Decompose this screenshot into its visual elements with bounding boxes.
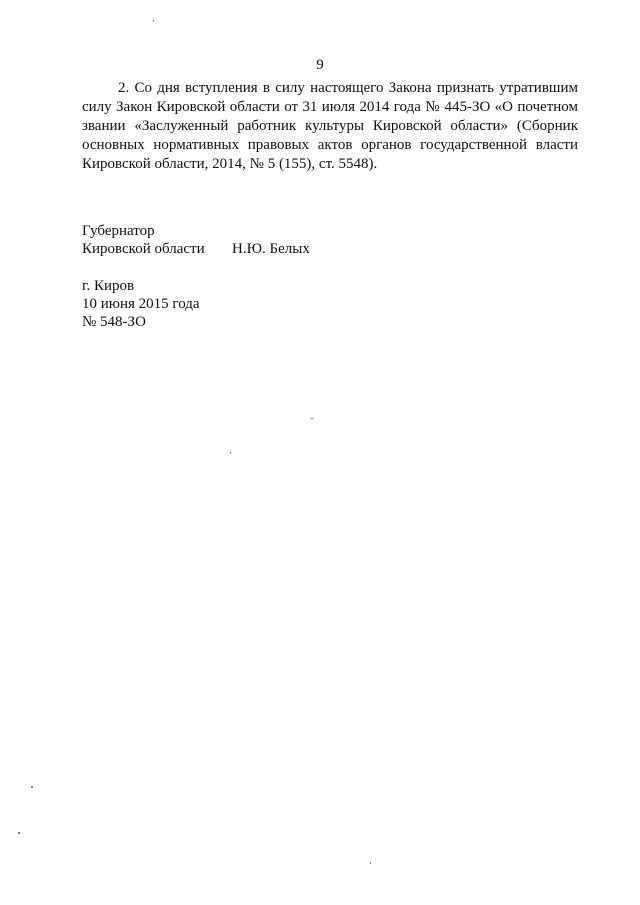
signatory-title-line-2: Кировской области xyxy=(82,241,205,257)
signatory-row xyxy=(82,240,310,258)
scan-speck xyxy=(370,862,371,864)
paragraph-line: Кировской области, 2014, № 5 (155), ст. 5548). xyxy=(82,156,378,172)
scan-speck xyxy=(153,20,154,22)
city: г. Киров xyxy=(82,278,135,294)
law-number: № 548-ЗО xyxy=(82,314,146,330)
scan-speck xyxy=(311,418,313,419)
scan-speck xyxy=(230,452,231,454)
scan-speck xyxy=(31,786,33,788)
signature-block xyxy=(82,222,310,258)
law-date: 10 июня 2015 года xyxy=(82,296,200,312)
paragraph-2 xyxy=(82,79,578,174)
paragraph-line: звании «Заслуженный работник культуры Кировской области» (Сборник xyxy=(82,118,578,134)
scan-speck xyxy=(18,832,20,834)
paragraph-line: основных нормативных правовых актов органов государственной власти xyxy=(82,137,578,153)
signatory-title-line-1: Губернатор xyxy=(82,223,155,239)
signatory-name: Н.Ю. Белых xyxy=(232,241,310,257)
paragraph-line: силу Закон Кировской области от 31 июля 2014 года № 445-ЗО «О почетном xyxy=(82,99,578,115)
place-date-number-block xyxy=(82,277,200,331)
page-number: 9 xyxy=(316,57,324,73)
paragraph-line: 2. Со дня вступления в силу настоящего Закона признать утратившим xyxy=(118,80,578,96)
